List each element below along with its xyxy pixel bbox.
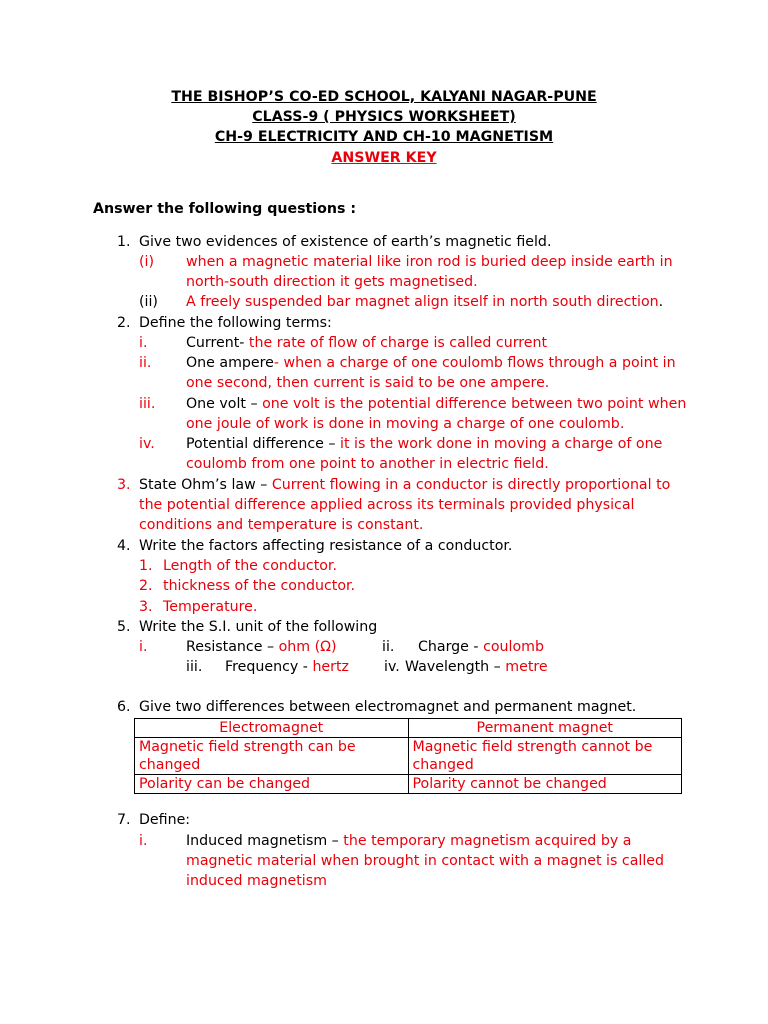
q1-a2-period: . [658, 294, 664, 310]
q2-iii-term: One volt – [186, 396, 263, 412]
q2-iv-term: Potential difference – [186, 436, 340, 452]
q5-iii-unit: hertz [312, 659, 350, 675]
q4-f3: Temperature. [163, 599, 258, 615]
q5-ii-line [418, 637, 544, 657]
q5-iii-line [225, 657, 349, 677]
q5-iv-unit: metre [505, 659, 548, 675]
table-header-row [135, 719, 682, 738]
q5-number: 5. [117, 619, 131, 635]
q2-iv-number: iv. [139, 436, 155, 452]
q2-i-def: the rate of flow of charge is called current [244, 335, 548, 351]
table-row [135, 775, 682, 794]
q7-i-def-line3: induced magnetism [186, 873, 327, 889]
q5-iii-number: iii. [186, 659, 203, 675]
q2-ii-line [186, 353, 676, 373]
q2-iii-def-line1: one volt is the potential difference between two point when [262, 396, 687, 412]
q5-i-line [186, 637, 337, 657]
q2-i-line [186, 333, 547, 353]
q2-ii-term: One ampere [186, 355, 274, 371]
q4-number: 4. [117, 538, 131, 554]
class-title: CLASS-9 ( PHYSICS WORKSHEET) [252, 109, 516, 125]
q5-i-number: i. [139, 639, 148, 655]
q7-i-def-line2: magnetic material when brought in contact with a magnet is called [186, 853, 665, 869]
q3-line1 [139, 475, 670, 495]
q3-answer-line3: conditions and temperature is constant. [139, 517, 424, 533]
q3-text: State Ohm’s law – [139, 477, 272, 493]
q7-i-term: Induced magnetism – [186, 833, 344, 849]
q2-ii-def-line1: - when a charge of one coulomb flows through a point in [273, 355, 676, 371]
q2-i-number: i. [139, 335, 148, 351]
q4-f3-number: 3. [139, 599, 153, 615]
q6-number: 6. [117, 699, 131, 715]
table-cell: Magnetic field strength cannot be changed [408, 738, 682, 775]
q2-iv-line [186, 434, 662, 454]
q2-number: 2. [117, 315, 131, 331]
q1-a2-number: (ii) [139, 294, 158, 310]
q7-i-line [186, 831, 631, 851]
q2-iii-def-line2: one joule of work is done in moving a charge of one coulomb. [186, 416, 625, 432]
q2-iv-def-line2: coulomb from one point to another in electric field. [186, 456, 549, 472]
q2-iii-line [186, 394, 686, 414]
q2-iii-number: iii. [139, 396, 156, 412]
q2-iv-def-line1: it is the work done in moving a charge of one [340, 436, 663, 452]
q7-i-def-line1: the temporary magnetism acquired by a [343, 833, 632, 849]
answer-key-title: ANSWER KEY [331, 150, 437, 166]
table-cell: Polarity cannot be changed [408, 775, 682, 794]
difference-table [134, 718, 682, 794]
q4-f1: Length of the conductor. [163, 558, 337, 574]
q2-ii-def-line2: one second, then current is said to be one ampere. [186, 375, 550, 391]
q5-i-term: Resistance – [186, 639, 279, 655]
q1-a1-line1: when a magnetic material like iron rod is buried deep inside earth in [186, 254, 673, 270]
table-header-electromagnet: Electromagnet [135, 719, 409, 738]
q1-number: 1. [117, 234, 131, 250]
q1-a2-line [186, 292, 663, 312]
table-cell: Polarity can be changed [135, 775, 409, 794]
table-header-permanent: Permanent magnet [408, 719, 682, 738]
q5-ii-number: ii. [382, 639, 395, 655]
q5-iii-term: Frequency - [225, 659, 313, 675]
q2-text: Define the following terms: [139, 315, 332, 331]
school-name: THE BISHOP’S CO-ED SCHOOL, KALYANI NAGAR-PUNE [171, 89, 597, 105]
q2-i-term: Current- [186, 335, 245, 351]
q1-a2-text: A freely suspended bar magnet align itself in north south direction [186, 294, 659, 310]
table-row [135, 738, 682, 775]
q3-answer-line1: Current flowing in a conductor is directly proportional to [271, 477, 671, 493]
q5-iv-line [405, 657, 548, 677]
q4-f1-number: 1. [139, 558, 153, 574]
instruction: Answer the following questions : [93, 201, 357, 217]
q7-i-number: i. [139, 833, 148, 849]
q4-f2-number: 2. [139, 578, 153, 594]
q5-text: Write the S.I. unit of the following [139, 619, 378, 635]
q4-text: Write the factors affecting resistance of a conductor. [139, 538, 513, 554]
q1-text: Give two evidences of existence of earth’s magnetic field. [139, 234, 552, 250]
q3-answer-line2: the potential difference applied across its terminals provided physical [139, 497, 635, 513]
q6-text: Give two differences between electromagnet and permanent magnet. [139, 699, 637, 715]
chapter-title: CH-9 ELECTRICITY AND CH-10 MAGNETISM [214, 129, 554, 145]
q5-ii-term: Charge - [418, 639, 484, 655]
table-cell: Magnetic field strength can be changed [135, 738, 409, 775]
q5-iv-term: Wavelength – [405, 659, 506, 675]
q3-number: 3. [117, 477, 131, 493]
q7-number: 7. [117, 812, 131, 828]
q5-ii-unit: coulomb [483, 639, 544, 655]
q5-iv-number: iv. [384, 659, 400, 675]
q5-i-unit: ohm (Ω) [278, 639, 337, 655]
q1-a1-line2: north-south direction it gets magnetised. [186, 274, 478, 290]
q1-a1-number: (i) [139, 254, 155, 270]
q2-ii-number: ii. [139, 355, 152, 371]
q4-f2: thickness of the conductor. [163, 578, 356, 594]
q7-text: Define: [139, 812, 191, 828]
